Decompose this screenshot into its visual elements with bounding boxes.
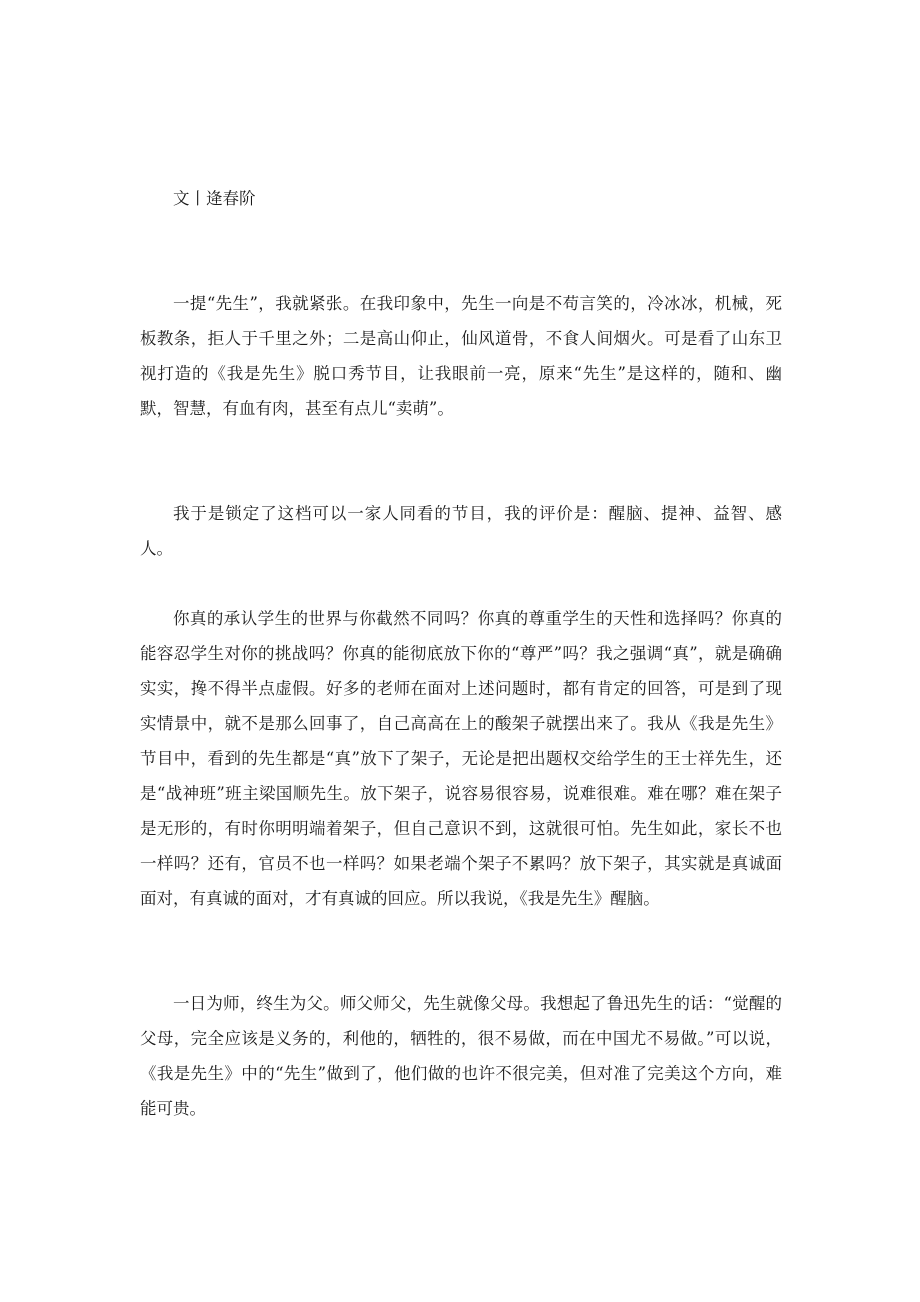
paragraph-1: 一提“先生”，我就紧张。在我印象中，先生一向是不苟言笑的，冷冰冰，机械，死板教条，拒人于千里之外；二是高山仰止，仙风道骨，不食人间烟火。可是看了山东卫视打造的《我是先生》脱口秀节目，让我眼前一亮，原来“先生”是这样的，随和、幽默，智慧，有血有肉，甚至有点儿“卖萌”。 [140, 294, 782, 418]
paragraph-4: 一日为师，终生为父。师父师父，先生就像父母。我想起了鲁迅先生的话：“觉醒的父母，完全应该是义务的，利他的，牺牲的，很不易做，而在中国尤不易做。”可以说，《我是先生》中的“先生”做到了，他们做的也许不很完美，但对准了完美这个方向，难能可贵。 [140, 994, 782, 1118]
paragraph-2: 我于是锁定了这档可以一家人同看的节目，我的评价是：醒脑、提神、益智、感人。 [140, 504, 782, 558]
paragraph-3: 你真的承认学生的世界与你截然不同吗？你真的尊重学生的天性和选择吗？你真的能容忍学生对你的挑战吗？你真的能彻底放下你的“尊严”吗？我之强调“真”，就是确确实实，搀不得半点虚假。好多的老师在面对上述问题时，都有肯定的回答，可是到了现实情景中，就不是那么回事了，自己高高在上的酸架子就摆出来了。我从《我是先生》节目中，看到的先生都是“真”放下了架子，无论是把出题权交给学生的王士祥先生，还是“战神班”班主梁国顺先生。放下架子，说容易很容易，说难很难。难在哪？难在架子是无形的，有时你明明端着架子，但自己意识不到，这就很可怕。先生如此，家长不也一样吗？还有，官员不也一样吗？如果老端个架子不累吗？放下架子，其实就是真诚面面对，有真诚的面对，才有真诚的回应。所以我说，《我是先生》醒脑。 [140, 609, 782, 908]
author-line: 文丨逄春阶 [173, 189, 256, 208]
